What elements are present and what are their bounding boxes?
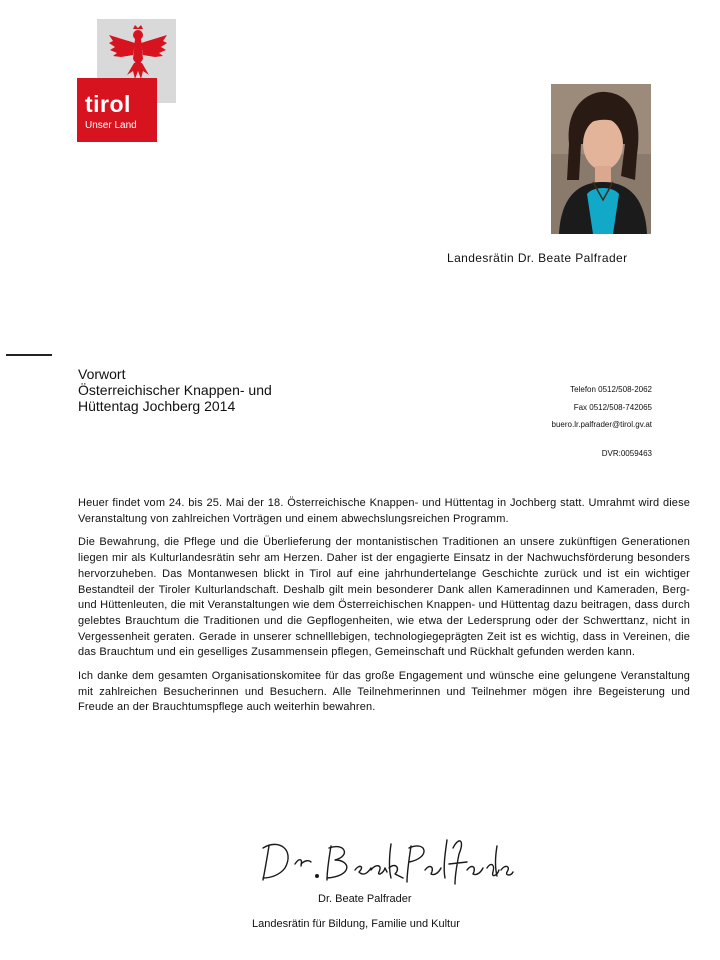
fold-mark bbox=[6, 354, 52, 356]
heading-line: Österreichischer Knappen- und bbox=[78, 382, 272, 398]
body-paragraph: Heuer findet vom 24. bis 25. Mai der 18. Österreichische Knappen- und Hüttentag in Jochberg statt. Umrahmt wird diese Veranstaltung von zahlreichen Vorträgen und einem abwechslungsreichen Programm. bbox=[78, 497, 690, 525]
handwritten-signature bbox=[255, 828, 515, 890]
heading-line: Vorwort bbox=[78, 366, 126, 382]
signature-name: Dr. Beate Palfrader bbox=[318, 893, 412, 905]
heading-line: Hüttentag Jochberg 2014 bbox=[78, 398, 236, 414]
body-paragraph: Ich danke dem gesamten Organisationskomitee für das große Engagement und wünsche eine gelungene Veranstaltung mit zahlreichen Besucherinnen und Besuchern. Alle Teilnehmerinnen und Teilnehmer mögen ihre Begeisterung und Freude an der Brauchtumspflege auch weiterhin bewahren. bbox=[78, 670, 690, 714]
body-paragraph: Die Bewahrung, die Pflege und die Überlieferung der montanistischen Traditionen an unsere zukünftigen Generationen liegen mir als Kulturlandesrätin sehr am Herzen. Daher ist der engagierte Einsatz in der Nachwuchsförderung besonders hervorzuheben. Das Montanwesen blickt in Tirol auf eine jahrhundertelange Geschichte zurück und ist ein wichtiger Bestandteil der Tiroler Kulturlandschaft. Deshalb gilt mein besonderer Dank allen Kameradinnen und Kameraden, Berg- und Hüttenleuten, die mit Veranstaltungen wie dem Österreichischen Knappen- und Hüttentag dazu beitragen, dass durch gelebtes Brauchtum die Traditionen und die Gepflogenheiten, wie etwa der Ledersprung oder der Schwerttanz, nicht in Vergessenheit geraten. Gerade in unserer schnelllebigen, technologiegeprägten Zeit ist es wichtig, dass in Vereinen, die das Brauchtum und ein geselliges Zusammensein pflegen, Gemeinschaft und Rückhalt gefunden werden kann. bbox=[78, 536, 690, 659]
logo-wordmark: tirol bbox=[85, 91, 131, 117]
contact-telefon: Telefon 0512/508-2062 bbox=[570, 385, 652, 394]
tirol-logo bbox=[77, 19, 176, 131]
portrait-photo bbox=[551, 84, 651, 234]
signature-title: Landesrätin für Bildung, Familie und Kultur bbox=[252, 918, 460, 930]
letter-body bbox=[78, 496, 690, 724]
contact-fax: Fax 0512/508-742065 bbox=[573, 402, 652, 412]
contact-email: buero.lr.palfrader@tirol.gv.at bbox=[551, 420, 652, 429]
logo-tagline: Unser Land bbox=[85, 120, 137, 131]
tirol-eagle-icon bbox=[107, 25, 169, 91]
document-heading bbox=[78, 366, 272, 414]
contact-block bbox=[552, 381, 652, 434]
contact-dvr: DVR:0059463 bbox=[601, 449, 652, 458]
portrait-caption: Landesrätin Dr. Beate Palfrader bbox=[447, 251, 628, 265]
